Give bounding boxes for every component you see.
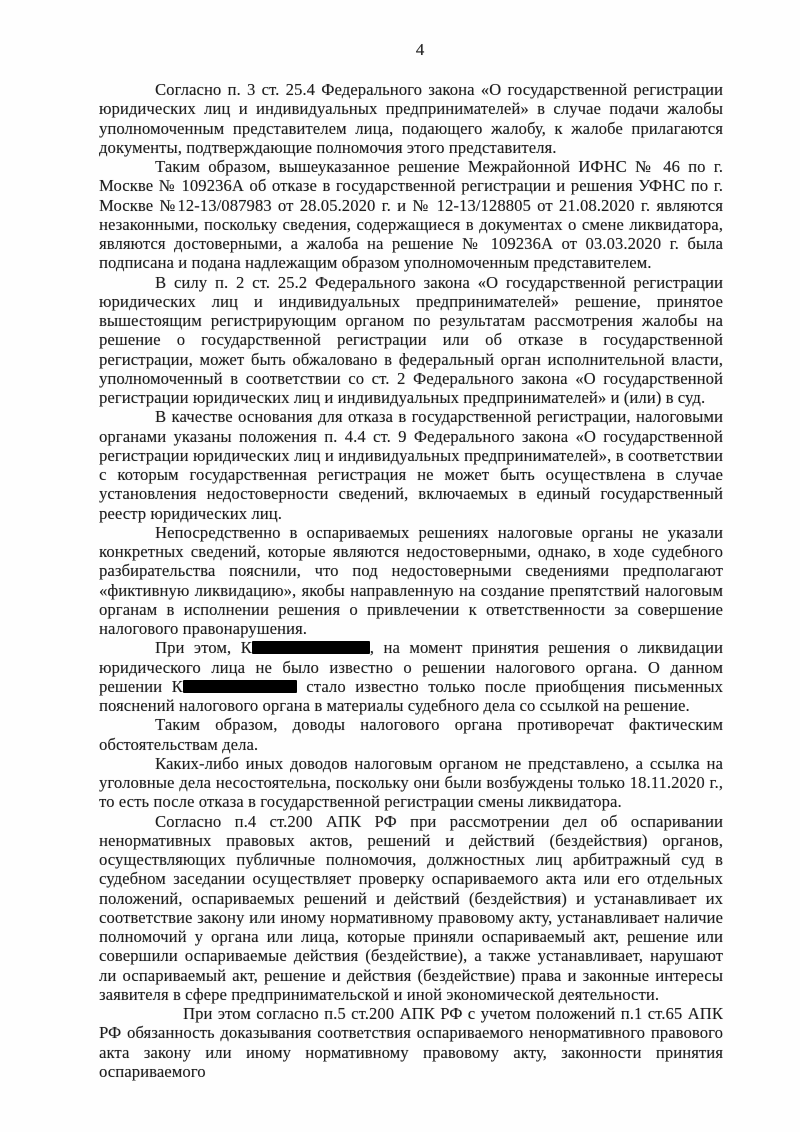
text-run: Согласно п. 3 ст. 25.4 Федерального закона «О государственной регистрации юридических лиц и индивидуальных предпринимателей» в случае подачи жалобы уполномоченным представителем лица, подающего жалобу, к жалобе прилагаются документы, подтверждающие полномочия этого представителя. (99, 80, 723, 157)
paragraph (99, 715, 723, 754)
paragraph (99, 80, 723, 157)
paragraph (99, 812, 723, 1005)
paragraph (99, 754, 723, 812)
paragraph (99, 638, 723, 715)
text-run: стало известно только после приобщения письменных пояснений налогового органа в материалы судебного дела со ссылкой на решение. (99, 676, 724, 715)
text-run: Таким образом, доводы налогового органа противоречат фактическим обстоятельствам дела. (99, 715, 723, 754)
text-run: , на момент принятия решения о ликвидации юридического лица не было известно о решении налогового органа. О данном решении К (99, 638, 723, 696)
paragraph (99, 523, 723, 639)
text-run: Каких-либо иных доводов налоговым органом не представлено, а ссылка на уголовные дела несостоятельна, поскольку они были возбуждены только 18.11.2020 г., то есть после отказа в государственной регистрации смены ликвидатора. (99, 753, 723, 812)
text-run: В качестве основания для отказа в государственной регистрации, налоговыми органами указаны положения п. 4.4 ст. 9 Федерального закона «О государственной регистрации юридических лиц и индивидуальных предпринимателей», в соответствии с которым государственная регистрация не может быть осуществлена в случае установления недостоверности сведений, включаемых в единый государственный реестр юридических лиц. (99, 407, 723, 523)
redaction-bar (183, 680, 297, 693)
paragraph (99, 273, 723, 408)
paragraph (99, 407, 723, 523)
text-run: Таким образом, вышеуказанное решение Межрайонной ИФНС № 46 по г. Москве № 109236А об отказе в государственной регистрации и решения УФНС по г. Москве №12-13/087983 от 28.05.2020 г. и № 12-13/128805 от 21.08.2020 г. являются незаконными, поскольку сведения, содержащиеся в документах о смене ликвидатора, являются достоверными, а жалоба на решение № 109236А от 03.03.2020 г. была подписана и подана надлежащим образом уполномоченным представителем. (99, 157, 723, 273)
document-body (99, 80, 723, 1081)
redaction-bar (252, 641, 370, 654)
page-number: 4 (415, 40, 425, 59)
text-run: При этом согласно п.5 ст.200 АПК РФ с учетом положений п.1 ст.65 АПК РФ обязанность доказывания соответствия оспариваемого ненормативного правового акта закону или иному нормативному правовому акту, законности принятия оспариваемого (99, 1004, 723, 1081)
paragraph (99, 1004, 723, 1081)
text-run: Непосредственно в оспариваемых решениях налоговые органы не указали конкретных сведений, которые являются недостоверными, однако, в ходе судебного разбирательства пояснили, что под недостоверными сведениями предполагают «фиктивную ликвидацию», якобы направленную на создание препятствий налоговым органам в исполнении решения о привлечении к ответственности за совершение налогового правонарушения. (99, 522, 723, 638)
text-run: В силу п. 2 ст. 25.2 Федерального закона «О государственной регистрации юридических лиц и индивидуальных предпринимателей» решение, принятое вышестоящим регистрирующим органом по результатам рассмотрения жалобы на решение о государственной регистрации или об отказе в государственной регистрации, может быть обжаловано в федеральный орган исполнительной власти, уполномоченный в соответствии со ст. 2 Федерального закона «О государственной регистрации юридических лиц и индивидуальных предпринимателей» и (или) в суд. (99, 272, 723, 407)
text-run: При этом, К (155, 638, 252, 658)
text-run: Согласно п.4 ст.200 АПК РФ при рассмотрении дел об оспаривании ненормативных правовых актов, решений и действий (бездействия) органов, осуществляющих публичные полномочия, должностных лиц арбитражный суд в судебном заседании осуществляет проверку оспариваемого акта или его отдельных положений, оспариваемых решений и действий (бездействия) и устанавливает их соответствие закону или иному нормативному правовому акту, устанавливает наличие полномочий у органа или лица, которые приняли оспариваемый акт, решение или совершили оспариваемые действия (бездействие), а также устанавливает, нарушают ли оспариваемый акт, решение и действия (бездействие) права и законные интересы заявителя в сфере предпринимательской и иной экономической деятельности. (99, 811, 723, 1004)
paragraph (99, 157, 723, 273)
